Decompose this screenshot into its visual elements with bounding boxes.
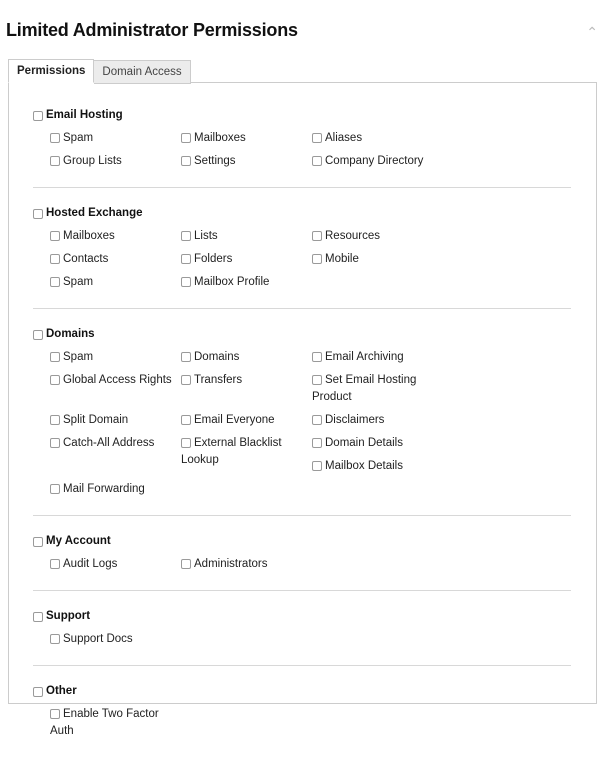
tab-domain-access[interactable]: Domain Access (94, 60, 190, 84)
permission-checkbox-global-access-rights[interactable] (50, 375, 60, 385)
permission-label: Email Everyone (194, 414, 275, 426)
permission-item[interactable] (50, 248, 181, 271)
section-checkbox-domains[interactable] (33, 330, 43, 340)
permission-item[interactable] (181, 150, 312, 173)
permission-item[interactable] (181, 248, 312, 271)
permission-label: Domain Details (325, 437, 403, 449)
permission-item[interactable] (50, 478, 181, 501)
permission-checkbox-set-email-hosting-product[interactable] (312, 375, 322, 385)
permission-item[interactable] (312, 409, 443, 432)
permission-item[interactable] (312, 346, 443, 369)
section-label: Email Hosting (46, 109, 123, 121)
permission-label: Mailboxes (194, 132, 246, 144)
section-header[interactable] (33, 104, 571, 127)
permission-label: Contacts (63, 253, 109, 265)
permission-checkbox-settings[interactable] (181, 156, 191, 166)
permission-checkbox-mailbox-profile[interactable] (181, 277, 191, 287)
permission-item[interactable] (50, 271, 181, 294)
permission-checkbox-mailboxes[interactable] (50, 231, 60, 241)
permission-checkbox-domain-details[interactable] (312, 438, 322, 448)
permission-checkbox-support-docs[interactable] (50, 634, 60, 644)
permission-checkbox-enable-two-factor-auth[interactable] (50, 709, 60, 719)
section-header[interactable] (33, 323, 571, 346)
section-header[interactable] (33, 680, 571, 703)
permission-item[interactable] (181, 369, 312, 392)
permission-label: Resources (325, 230, 380, 242)
permissions-panel (8, 82, 597, 737)
section-my-account (33, 530, 571, 591)
permission-label: Enable Two Factor Auth (50, 708, 159, 737)
permission-list (50, 703, 571, 743)
page-title: Limited Administrator Permissions (6, 20, 298, 40)
permission-label: Set Email Hosting Product (312, 374, 417, 403)
section-other (33, 680, 571, 757)
permission-list (50, 346, 571, 501)
permission-label: Support Docs (63, 633, 133, 645)
permission-label: Spam (63, 132, 94, 144)
permission-checkbox-aliases[interactable] (312, 133, 322, 143)
permission-label: Email Archiving (325, 351, 404, 363)
permission-checkbox-spam[interactable] (50, 133, 60, 143)
permission-checkbox-resources[interactable] (312, 231, 322, 241)
permission-checkbox-audit-logs[interactable] (50, 559, 60, 569)
permission-label: Mailboxes (63, 230, 115, 242)
permission-item[interactable] (181, 127, 312, 150)
permission-item[interactable] (312, 248, 443, 271)
permission-item[interactable] (181, 271, 312, 294)
permission-label: Aliases (325, 132, 363, 144)
permission-checkbox-disclaimers[interactable] (312, 415, 322, 425)
section-support (33, 605, 571, 666)
permission-checkbox-mailboxes[interactable] (181, 133, 191, 143)
section-checkbox-email-hosting[interactable] (33, 111, 43, 121)
permission-label: Spam (63, 276, 94, 288)
permission-item[interactable] (312, 127, 443, 150)
permission-checkbox-external-blacklist-lookup[interactable] (181, 438, 191, 448)
chevron-up-icon[interactable]: ⌃ (586, 24, 598, 40)
section-checkbox-my-account[interactable] (33, 537, 43, 547)
section-label: Support (46, 610, 91, 622)
permission-label: Mail Forwarding (63, 483, 145, 495)
permission-checkbox-spam[interactable] (50, 277, 60, 287)
permission-label: Administrators (194, 558, 268, 570)
section-label: Domains (46, 328, 95, 340)
permission-label: Mailbox Details (325, 460, 403, 472)
permission-checkbox-spam[interactable] (50, 352, 60, 362)
permission-label: Domains (194, 351, 240, 363)
permission-checkbox-email-archiving[interactable] (312, 352, 322, 362)
permission-label: Group Lists (63, 155, 122, 167)
permission-item[interactable] (50, 553, 181, 576)
permission-checkbox-lists[interactable] (181, 231, 191, 241)
permission-item[interactable] (312, 432, 443, 455)
permission-item[interactable] (50, 369, 181, 392)
permission-list (50, 225, 571, 294)
section-label: Hosted Exchange (46, 207, 143, 219)
permission-checkbox-company-directory[interactable] (312, 156, 322, 166)
permission-item[interactable] (181, 409, 312, 432)
section-header[interactable] (33, 202, 571, 225)
permission-label: Folders (194, 253, 233, 265)
section-checkbox-support[interactable] (33, 612, 43, 622)
section-label: My Account (46, 535, 111, 547)
permission-label: Mailbox Profile (194, 276, 270, 288)
permission-label: Split Domain (63, 414, 129, 426)
section-hosted-exchange (33, 202, 571, 309)
permission-label: Settings (194, 155, 236, 167)
permission-item[interactable] (181, 346, 312, 369)
permission-checkbox-domains[interactable] (181, 352, 191, 362)
permission-checkbox-mail-forwarding[interactable] (50, 484, 60, 494)
permission-list (50, 553, 571, 576)
permission-checkbox-group-lists[interactable] (50, 156, 60, 166)
permission-checkbox-mobile[interactable] (312, 254, 322, 264)
permission-item[interactable] (50, 703, 181, 743)
permission-item[interactable] (50, 432, 181, 455)
permission-item[interactable] (50, 225, 181, 248)
section-header[interactable] (33, 605, 571, 628)
permission-label: External Blacklist Lookup (181, 437, 282, 466)
permission-label: Audit Logs (63, 558, 118, 570)
permission-checkbox-split-domain[interactable] (50, 415, 60, 425)
permission-item[interactable] (50, 409, 181, 432)
section-checkbox-other[interactable] (33, 687, 43, 697)
permission-item[interactable] (181, 225, 312, 248)
permission-label: Global Access Rights (63, 374, 172, 386)
tab-bar (8, 59, 191, 83)
permission-item[interactable] (312, 455, 443, 478)
permission-item[interactable] (181, 432, 312, 472)
permission-label: Lists (194, 230, 218, 242)
permission-label: Transfers (194, 374, 243, 386)
permission-checkbox-email-everyone[interactable] (181, 415, 191, 425)
permission-label: Catch-All Address (63, 437, 155, 449)
permission-item[interactable] (181, 553, 312, 576)
permission-item[interactable] (50, 346, 181, 369)
permission-label: Company Directory (325, 155, 424, 167)
permission-item[interactable] (312, 150, 443, 173)
tab-permissions[interactable]: Permissions (8, 59, 94, 83)
permission-checkbox-catch-all-address[interactable] (50, 438, 60, 448)
permission-label: Disclaimers (325, 414, 385, 426)
permission-list (50, 127, 571, 173)
permission-item[interactable] (50, 150, 181, 173)
section-domains (33, 323, 571, 516)
section-checkbox-hosted-exchange[interactable] (33, 209, 43, 219)
permission-list (50, 628, 571, 651)
permission-checkbox-contacts[interactable] (50, 254, 60, 264)
permission-checkbox-transfers[interactable] (181, 375, 191, 385)
section-label: Other (46, 685, 77, 697)
section-header[interactable] (33, 530, 571, 553)
section-email-hosting (33, 104, 571, 188)
permission-item[interactable] (312, 369, 443, 409)
permission-item[interactable] (50, 127, 181, 150)
permission-checkbox-mailbox-details[interactable] (312, 461, 322, 471)
permission-checkbox-folders[interactable] (181, 254, 191, 264)
permission-checkbox-administrators[interactable] (181, 559, 191, 569)
permission-item[interactable] (50, 628, 181, 651)
permission-item[interactable] (312, 225, 443, 248)
permission-label: Mobile (325, 253, 359, 265)
permission-label: Spam (63, 351, 94, 363)
